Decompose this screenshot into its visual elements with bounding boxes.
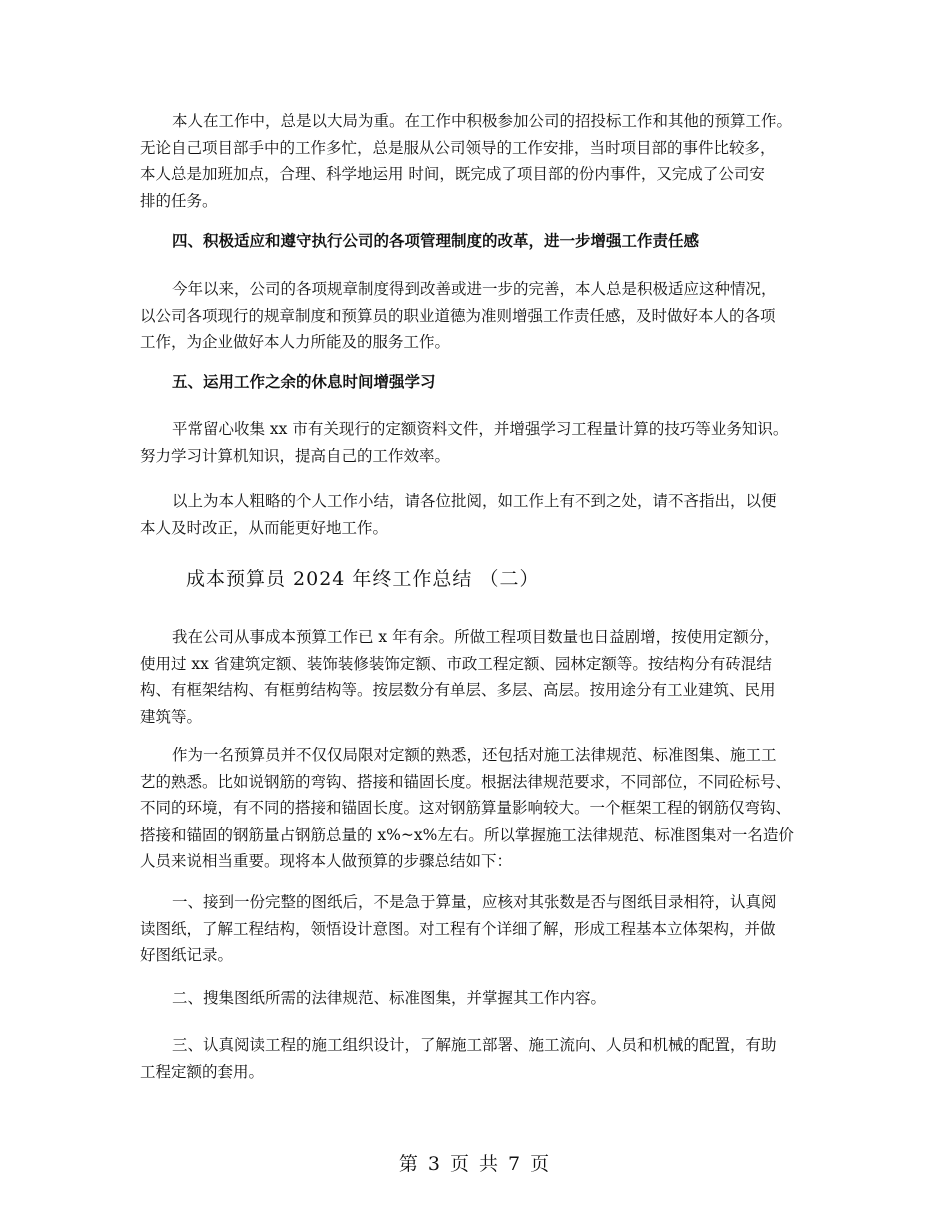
text-line: 工作，为企业做好本人力所能及的服务工作。 [140,333,451,351]
paragraph-3 [140,416,820,469]
text-line: 不同的环境，有不同的搭接和锚固长度。这对钢筋算量影响较大。一个框架工程的钢筋仅弯钩、 [140,799,792,817]
text-line: 二、搜集图纸所需的法律规范、标准图集，并掌握其工作内容。 [172,989,607,1007]
paragraph-6 [140,742,820,875]
text-line: 努力学习计算机知识，提高自己的工作效率。 [140,446,451,465]
text-line: 读图纸，了解工程结构，领悟设计意图。对工程有个详细了解，形成工程基本立体架构，并做 [140,919,776,938]
paragraph-8 [140,985,820,1012]
text-line: 本人在工作中，总是以大局为重。在工作中积极参加公司的招投标工作和其他的预算工作。 [172,112,793,130]
section-heading-5: 五、运用工作之余的休息时间增强学习 [172,372,436,391]
text-line: 无论自己项目部手中的工作多忙，总是服从公司领导的工作安排，当时项目部的事件比较多， [140,138,776,157]
text-line: 人员来说相当重要。现将本人做预算的步骤总结如下： [140,852,513,870]
text-line: 搭接和锚固的钢筋量占钢筋总量的 x%~x%左右。所以掌握施工法律规范、标准图集对一名造价 [140,825,794,844]
text-line: 建筑等。 [140,707,203,726]
text-line: 平常留心收集 xx 市有关现行的定额资料文件，并增强学习工程量计算的技巧等业务知识。 [172,420,789,438]
paragraph-2 [140,276,820,356]
section-heading-4: 四、积极适应和遵守执行公司的各项管理制度的改革，进一步增强工作责任感 [172,231,700,250]
text-line: 我在公司从事成本预算工作已 x 年有余。所做工程项目数量也日益剧增，按使用定额分， [172,628,780,646]
paragraph-7 [140,889,820,969]
text-line: 以公司各项现行的规章制度和预算员的职业道德为准则增强工作责任感，及时做好本人的各项 [140,306,776,325]
text-line: 一、接到一份完整的图纸后，不是急于算量，应核对其张数是否与图纸目录相符，认真阅 [172,893,777,911]
text-line: 三、认真阅读工程的施工组织设计，了解施工部署、施工流向、人员和机械的配置，有助 [172,1036,777,1054]
text-line: 好图纸记录。 [140,946,234,964]
text-line: 本人总是加班加点，合理、科学地运用 时间，既完成了项目部的份内事件，又完成了公司安 [140,165,765,183]
text-line: 使用过 xx 省建筑定额、装饰装修装饰定额、市政工程定额、园林定额等。按结构分有砖混结 [140,654,772,673]
text-line: 本人及时改正，从而能更好地工作。 [140,518,389,537]
text-line: 艺的熟悉。比如说钢筋的弯钩、搭接和锚固长度。根据法律规范要求，不同部位，不同砼标号、 [140,772,792,791]
page-footer: 第 3 页 共 7 页 [398,1153,552,1175]
paragraph-5 [140,624,820,730]
text-line: 排的任务。 [140,191,218,210]
section-title: 成本预算员 2024 年终工作总结 （二） [186,568,540,590]
paragraph-9 [140,1032,820,1085]
text-line: 作为一名预算员并不仅仅局限对定额的熟悉，还包括对施工法律规范、标准图集、施工工 [172,746,777,764]
text-line: 今年以来，公司的各项规章制度得到改善或进一步的完善，本人总是积极适应这种情况， [172,280,777,298]
paragraph-4 [140,488,820,541]
text-line: 以上为本人粗略的个人工作小结，请各位批阅，如工作上有不到之处，请不吝指出，以便 [172,492,777,510]
paragraph-1 [140,108,820,214]
text-line: 构、有框架结构、有框剪结构等。按层数分有单层、多层、高层。按用途分有工业建筑、民用 [140,681,776,699]
text-line: 工程定额的套用。 [140,1062,265,1081]
